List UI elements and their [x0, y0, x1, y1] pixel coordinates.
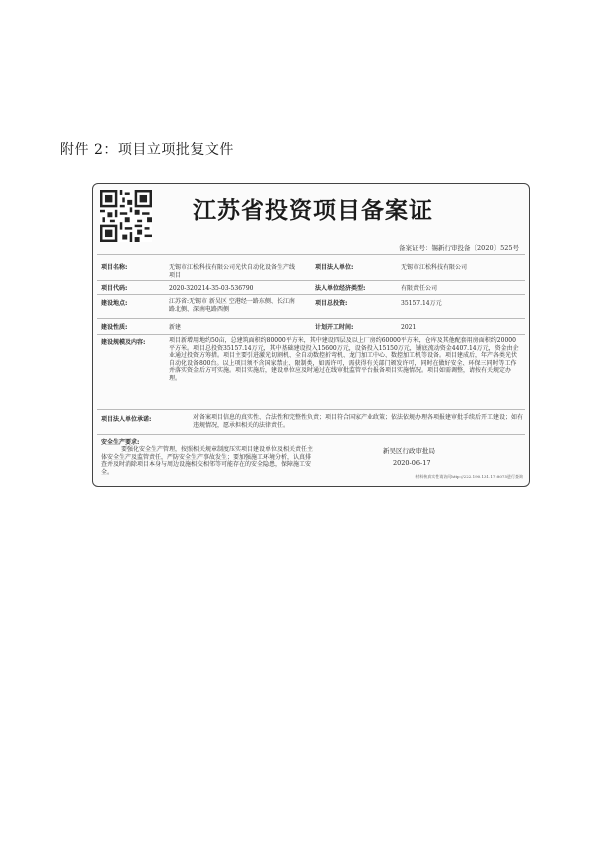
total-investment-label: 项目总投资:: [315, 300, 348, 307]
divider: [97, 409, 525, 410]
construction-nature: 新建: [169, 324, 182, 331]
commitment-text: 对备案项目信息的真实性、合法性和完整性负责；项目符合国家产业政策；依法依规办理各项报建审批手续后开工建设；如有违规情况，愿承担相关的法律责任。: [193, 414, 524, 429]
total-investment: 35157.14万元: [401, 300, 442, 307]
qr-code-icon: [100, 190, 152, 242]
economic-type: 有限责任公司: [401, 285, 438, 292]
scale-label: 建设规模及内容:: [101, 339, 146, 346]
divider: [97, 294, 525, 295]
divider: [97, 318, 525, 319]
commitment-label: 项目法人单位承诺:: [101, 416, 152, 423]
attachment-heading: 附件 2：项目立项批复文件: [60, 142, 234, 158]
economic-type-label: 法人单位经济类型:: [315, 285, 366, 292]
location-label: 建设地点:: [101, 300, 128, 307]
certificate-number: 备案证号：锡新行审投备〔2020〕525号: [399, 244, 519, 252]
safety-text: 要强化安全生产管理，按照相关规章制度压实项目建设单位及相关责任主体安全生产及监管责任，严防安全生产事故发生；要加强施工环境分析，认真排查并及时消除项目本身与周边设施相交相邻等可能存在的安全隐患，保障施工安全。: [101, 446, 314, 476]
verification-stamp: 材料核真实性请访问http://222.190.131.17:8075进行查询: [415, 474, 523, 479]
project-code: 2020-320214-35-03-536790: [169, 285, 254, 292]
start-year-label: 计划开工时间:: [315, 324, 354, 331]
issue-date: 2020-06-17: [393, 459, 431, 467]
legal-entity: 无锡市江松科技有限公司: [401, 264, 468, 271]
safety-label: 安全生产要求:: [101, 439, 140, 446]
divider: [97, 254, 525, 255]
location: 江苏省:无锡市 新吴区 空港经一路东侧、长江南路北侧、深南电路西侧: [169, 298, 295, 313]
scale-content: 项目新增用地约50亩，总建筑面积约80000平方米，其中建设四层及以上厂房约60000平方米，仓库及其他配套用房面积约20000平方米。项目总投资35157.14万元，其中基础建设投入15600万元，设备投入15150万元，铺底流动资金4407.14万元，资金由企业通过投资方筹措。项目主要引进激光切割机、全自动数控折弯机、龙门加工中心、数控加工机等设备。项目建成后，年产各类光伏自动化设备800台。以上项目须不含国家禁止、限制类，如需许可，需获得有关部门颁发许可，同时在做好安全、环保三同时等工作并落实资金后方可实施。项目实施后，建设单位应及时通过在线审批监管平台报备项目实施情况。项目如需调整，请按有关规定办理。: [169, 337, 519, 382]
divider: [97, 434, 525, 435]
project-name: 无锡市江松科技有限公司光伏自动化设备生产线项目: [169, 264, 296, 279]
divider: [97, 334, 525, 335]
investment-certificate: [92, 183, 530, 487]
divider: [97, 280, 525, 281]
certificate-title: 江苏省投资项目备案证: [193, 198, 433, 224]
start-year: 2021: [401, 324, 417, 331]
issuer: 新吴区行政审批局: [383, 447, 435, 455]
legal-entity-label: 项目法人单位:: [315, 264, 354, 271]
project-name-label: 项目名称:: [101, 264, 128, 271]
project-code-label: 项目代码:: [101, 285, 128, 292]
nature-label: 建设性质:: [101, 324, 128, 331]
